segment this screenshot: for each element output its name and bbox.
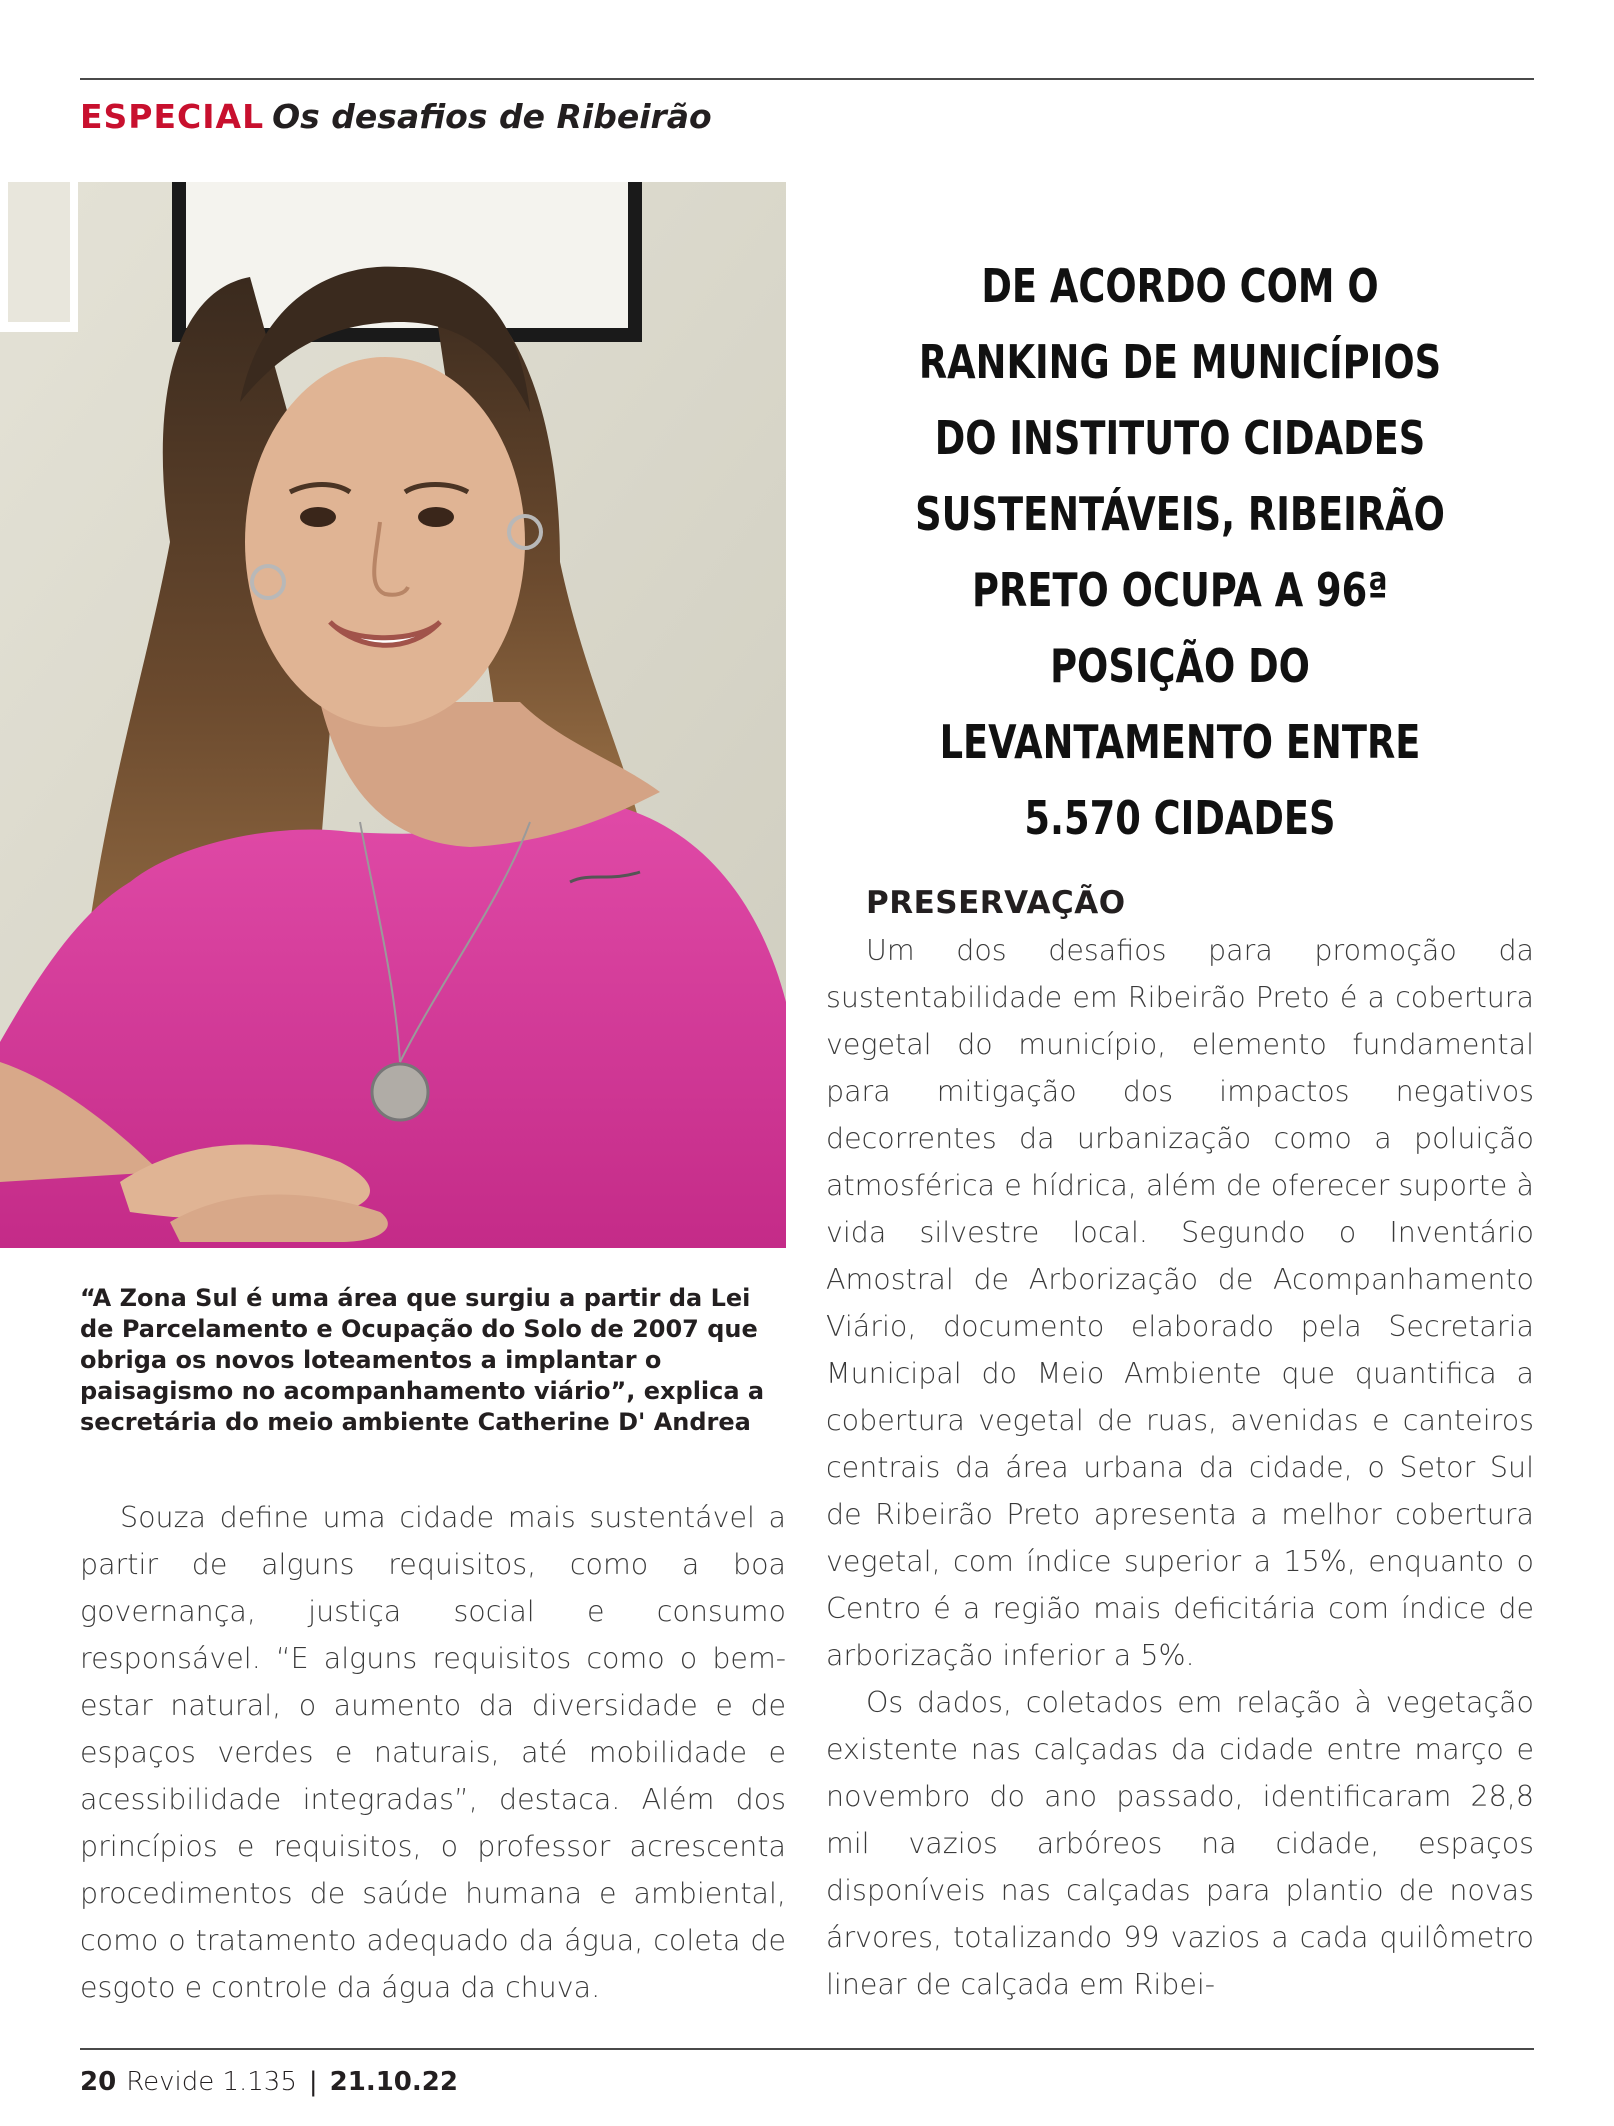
section-title: Os desafios de Ribeirão xyxy=(272,97,712,136)
footer-separator: | xyxy=(308,2067,318,2097)
bottom-rule xyxy=(80,2048,1534,2050)
right-paragraph-1: Um dos desafios para promoção da sustentabilidade em Ribeirão Preto é a cobertura vegetal do município, elemento fundamental para mitigação dos impactos negativos decorrentes da urbanização como a poluição atmosférica e hídrica, além de oferecer suporte à vida silvestre local. Segundo o Inventário Amostral de Arborização de Acompanhamento Viário, documento elaborado pela Secretaria Municipal do Meio Ambiente que quantifica a cobertura vegetal de ruas, avenidas e canteiros centrais da área urbana da cidade, o Setor Sul de Ribeirão Preto apresenta a melhor cobertura vegetal, com índice superior a 15%, enquanto o Centro é a região mais deficitária com índice de arborização inferior a 5%. xyxy=(826,934,1534,1672)
right-paragraph-2: Os dados, coletados em relação à vegetação existente nas calçadas da cidade entre março e novembro do ano passado, identificaram 28,8 mil vazios arbóreos na cidade, espaços disponíveis nas calçadas para plantio de novas árvores, totalizando 99 vazios a cada quilômetro linear de calçada em Ribei- xyxy=(826,1686,1534,2001)
right-column xyxy=(826,880,1534,2008)
page-number: 20 xyxy=(80,2067,117,2097)
pull-quote: DE ACORDO COM O RANKING DE MUNICÍPIOS DO INSTITUTO CIDADES SUSTENTÁVEIS, RIBEIRÃO PRETO OCUPA A 96ª POSIÇÃO DO LEVANTAMENTO ENTRE 5.570 CIDADES xyxy=(915,259,1445,845)
issue-date: 21.10.22 xyxy=(329,2067,458,2097)
section-heading-preservacao: PRESERVAÇÃO xyxy=(866,885,1126,921)
left-paragraph: Souza define uma cidade mais sustentável a partir de alguns requisitos, como a boa governança, justiça social e consumo responsável. “E alguns requisitos como o bem-estar natural, o aumento da diversidade e de espaços verdes e naturais, até mobilidade e acessibilidade integradas”, destaca. Além dos princípios e requisitos, o professor acrescenta procedimentos de saúde humana e ambiental, como o tratamento adequado da água, coleta de esgoto e controle da água da chuva. xyxy=(80,1501,786,2004)
photo-caption: “A Zona Sul é uma área que surgiu a partir da Lei de Parcelamento e Ocupação do Solo de 2007 que obriga os novos loteamentos a implantar o paisagismo no acompanhamento viário”, explica a secretária do meio ambiente Catherine D' Andrea xyxy=(80,1284,765,1436)
section-kicker: ESPECIAL xyxy=(80,97,265,136)
page-footer xyxy=(80,2062,458,2102)
portrait-photo xyxy=(0,182,786,1248)
section-header xyxy=(80,92,712,142)
top-rule xyxy=(80,78,1534,80)
magazine-issue: Revide 1.135 xyxy=(126,2067,297,2097)
left-column xyxy=(80,1494,786,2011)
